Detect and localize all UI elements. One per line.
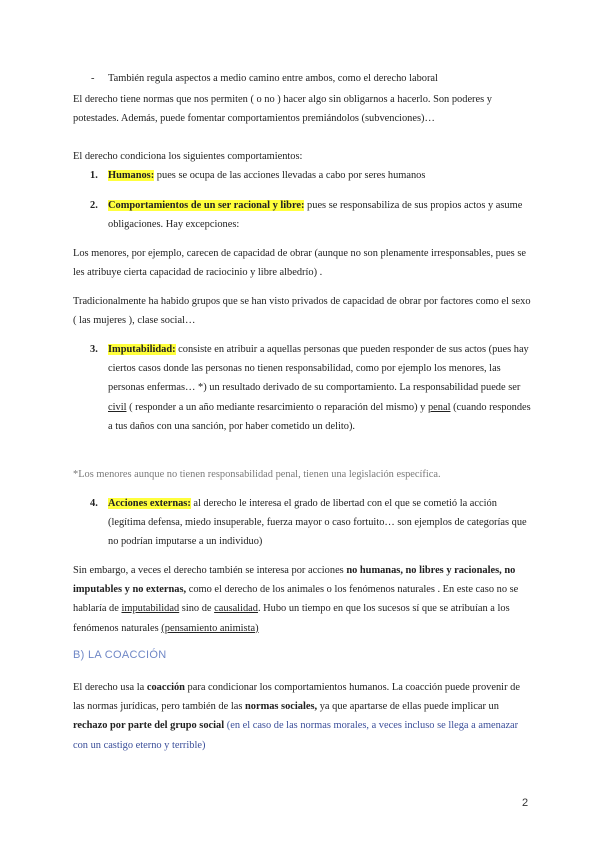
text-run: sino de — [179, 603, 215, 615]
underlined-causalidad: causalidad — [214, 603, 258, 615]
text-run: para condicionar los comportamientos humanos. La coacción puede provenir de las normas jurídicas, pero también de las — [73, 682, 520, 713]
underlined-civil: civil — [108, 401, 127, 413]
list-item-text: consiste en atribuir a aquellas personas que pueden responder de sus actos (pues hay ciertos casos donde las personas no tienen responsabilidad, como por ejemplo los menores, las personas enfermas… *) un resultado derivado de su comportamiento. La responsabilidad puede ser — [108, 344, 529, 394]
list-item-text: pues se ocupa de las acciones llevadas a cabo por seres humanos — [154, 170, 426, 181]
highlight-term: Comportamientos de un ser racional y libre: — [108, 200, 305, 211]
list-item-text: ( responder a un año mediante resarcimiento o reparación del mismo) y — [126, 401, 428, 413]
bold-run: coacción — [146, 682, 185, 693]
page-number: 2 — [522, 797, 529, 809]
blue-note-run: (en el caso de las normas morales, a veces incluso se llega a amenazar con un castigo eterno y terrible) — [73, 720, 519, 751]
bullet-dash: - — [91, 73, 95, 84]
highlight-term: Acciones externas: — [108, 498, 191, 509]
list-item-imputabilidad — [108, 340, 533, 436]
underlined-pensamiento-animista: (pensamiento animista) — [161, 622, 259, 634]
text-run: . Hubo un tiempo en que los sucesos sí que se atribuían a los fenómenos naturales — [73, 603, 510, 634]
text-run: como el derecho de los animales o los fenómenos naturales . En este caso no se hablaría de — [73, 584, 519, 615]
bold-run: no humanas, no libres y racionales, no imputables y no externas, — [73, 565, 516, 596]
list-item-acciones-externas — [108, 494, 533, 552]
text-run: ya que apartarse de ellas puede implicar un — [317, 701, 499, 713]
highlight-term: Imputabilidad: — [108, 344, 176, 355]
list-item-humanos — [108, 166, 533, 185]
paragraph-sin-embargo — [73, 561, 533, 638]
list-number-2: 2. — [90, 200, 98, 211]
list-number-4: 4. — [90, 498, 98, 509]
paragraph-tradicionalmente: Tradicionalmente ha habido grupos que se han visto privados de capacidad de obrar por factores como el sexo ( las mujeres ), clase social… — [73, 296, 531, 327]
paragraph-powers: El derecho tiene normas que nos permiten ( o no ) hacer algo sin obligarnos a hacerlo. Son poderes y potestades. Además, puede fomentar comportamientos premiándolos (subvenciones)… — [73, 94, 492, 125]
bullet-line: También regula aspectos a medio camino entre ambos, como el derecho laboral — [108, 73, 438, 84]
list-number-3: 3. — [90, 344, 98, 355]
section-heading-coaccion: B) LA COACCIÓN — [73, 649, 167, 661]
bold-run: normas sociales, — [244, 701, 318, 713]
underlined-imputabilidad: imputabilidad — [121, 603, 180, 615]
list-item-text: al derecho le interesa el grado de libertad con el que se cometió la acción (legítima defensa, miedo insuperable, fuerza mayor o caso fortuito… son ejemplos de categorías que no podrían imputarse a un individuo) — [108, 498, 527, 548]
paragraph-coaccion — [73, 678, 533, 755]
underlined-penal: penal — [427, 401, 451, 413]
list-item-racional-libre — [108, 196, 533, 234]
list-number-1: 1. — [90, 170, 98, 181]
paragraph-conditions-intro: El derecho condiciona los siguientes comportamientos: — [73, 151, 303, 162]
text-run: Sin embargo, a veces el derecho también se interesa por acciones — [73, 565, 347, 576]
paragraph-menores: Los menores, por ejemplo, carecen de capacidad de obrar (aunque no son plenamente irresponsables, pues se les atribuye cierta capacidad de raciocinio y libre albedrío) . — [73, 248, 526, 279]
text-run: El derecho usa la — [73, 682, 147, 693]
list-item-text: (cuando respondes a tus daños con una sanción, por haber cometido un delito). — [108, 401, 531, 432]
footnote-menores: *Los menores aunque no tienen responsabilidad penal, tienen una legislación específica. — [73, 469, 441, 480]
highlight-term: Humanos: — [108, 170, 155, 181]
list-item-text: pues se responsabiliza de sus propios actos y asume obligaciones. Hay excepciones: — [108, 200, 523, 231]
bold-run: rechazo por parte del grupo social — [73, 720, 225, 732]
